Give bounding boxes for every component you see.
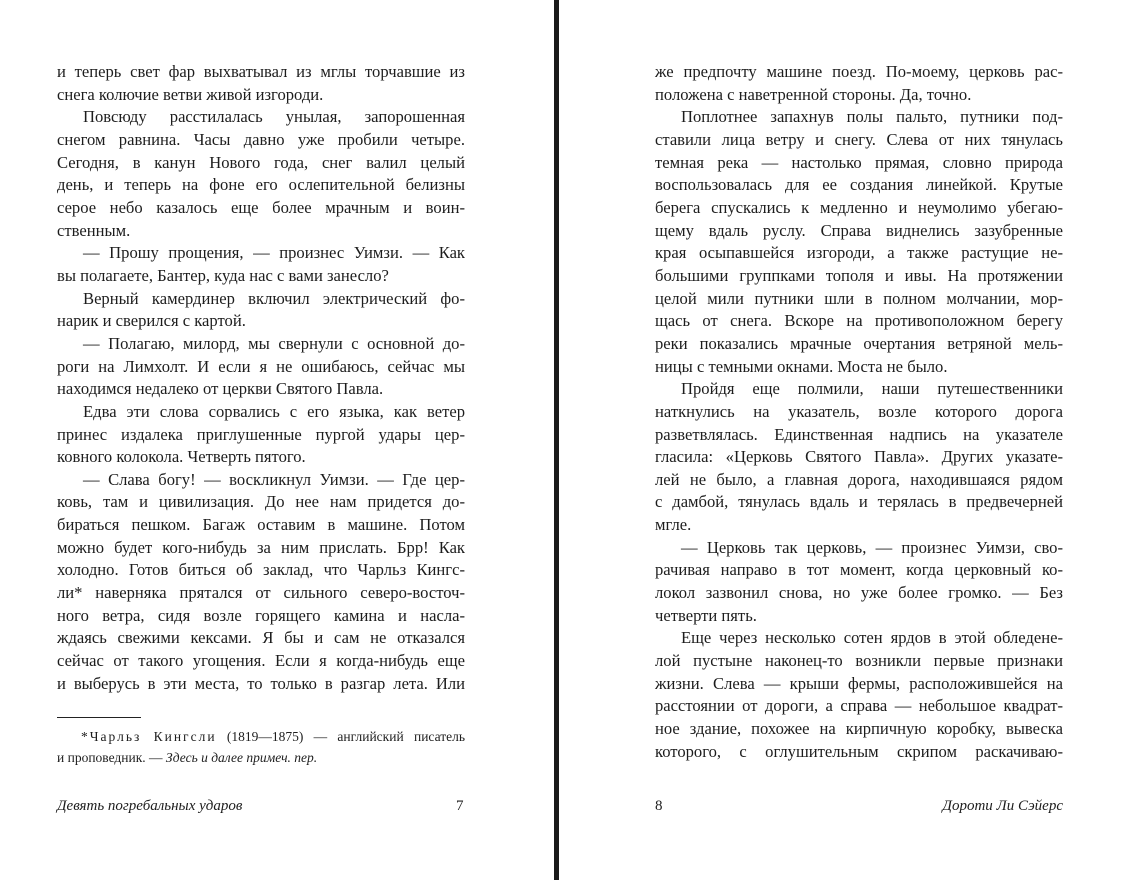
- text-line: четверти пять.: [655, 605, 757, 625]
- text-line: холодно. Готов биться об заклад, что Чарльз Кингс-: [57, 560, 465, 580]
- text-line: день, и теперь на фоне его ослепительной белизны: [57, 175, 465, 195]
- running-title-right: Дороти Ли Сэйерс: [942, 798, 1063, 814]
- footnote-note: Здесь и далее примеч. пер.: [165, 750, 318, 765]
- text-line: можно будет кого-нибудь за ним прислать. Брр! Как: [57, 537, 465, 557]
- text-line: разветвлялась. Единственная надпись на указателе: [655, 424, 1063, 444]
- text-line: реки показались мрачные очертания ветряной мель-: [655, 333, 1063, 353]
- text-line: наткнулись на указатель, возле которого дорога: [655, 401, 1063, 421]
- text-line: воспользовалась для ее создания линейкой. Крутые: [655, 175, 1063, 195]
- text-line: же предпочту машине поезд. По-моему, церковь рас-: [655, 62, 1063, 81]
- text-line: — Прошу прощения, — произнес Уимзи. — Как: [83, 243, 465, 263]
- running-title-left: Девять погребальных ударов: [57, 798, 243, 814]
- text-line: и выберусь в эти места, то только в разгар лета. Или: [57, 673, 465, 693]
- text-line: — Полагаю, милорд, мы свернули с основной до-: [83, 333, 465, 353]
- text-line: серое небо казалось еще более мрачным и воин-: [57, 197, 465, 217]
- text-line: положена с наветренной стороны. Да, точно.: [655, 84, 972, 104]
- page-number-right: 8: [655, 798, 663, 814]
- text-line: Едва эти слова сорвались с его языка, как ветер: [83, 401, 465, 421]
- text-line: ственным.: [57, 220, 131, 240]
- text-line: темная река — настолько прямая, словно природа: [655, 152, 1063, 172]
- text-line: ждаясь свежими кексами. Я бы и сам не отказался: [57, 628, 465, 648]
- text-line: расстоянии от дороги, а справа — небольшое квадрат-: [655, 696, 1063, 716]
- text-line: лой пустыне наконец-то возникли первые признаки: [655, 651, 1063, 671]
- text-line: жизни. Слева — крыши фермы, расположившейся на: [655, 673, 1063, 693]
- text-line: Пройдя еще полмили, наши путешественники: [681, 379, 1063, 399]
- text-line: ковного колокола. Четверть пятого.: [57, 447, 306, 467]
- text-line: берега спускались к медленно и неумолимо убегаю-: [655, 197, 1063, 217]
- text-line: ницы с темными окнами. Моста не было.: [655, 356, 948, 376]
- text-line: Повсюду расстилалась унылая, запорошенная: [83, 107, 465, 127]
- text-line: Сегодня, в канун Нового года, снег валил целый: [57, 152, 465, 172]
- text-line: Верный камердинер включил электрический фо-: [83, 288, 465, 308]
- footnote-name: *Чарльз Кингсли: [81, 729, 217, 744]
- text-line: роги на Лимхолт. И если я не ошибаюсь, сейчас мы: [57, 356, 465, 376]
- text-line: сейчас от такого угощения. Если я когда-нибудь еще: [57, 651, 465, 671]
- text-line: локол зазвонил снова, но уже более громко. — Без: [655, 583, 1063, 603]
- text-line: с дамбой, тянулась вдаль и терялась в предвечерней: [655, 492, 1063, 512]
- footnote-text: (1819—1875) — английский писатель: [216, 729, 466, 744]
- footnote-text-2: и проповедник. —: [57, 750, 166, 765]
- footnote-line-1: [57, 726, 465, 747]
- text-line: бираться пешком. Багаж оставим в машине. Потом: [57, 515, 465, 535]
- text-line: — Слава богу! — воскликнул Уимзи. — Где цер-: [83, 469, 465, 489]
- text-line: и теперь свет фар выхватывал из мглы торчавшие из: [57, 62, 465, 81]
- left-page-body: [57, 61, 465, 695]
- text-line: щась от снега. Вскоре на противоположном берегу: [655, 311, 1063, 331]
- text-line: снегом равнина. Часы давно уже пробили четыре.: [57, 129, 465, 149]
- right-page-body: [655, 61, 1063, 763]
- text-line: которого, с оглушительным скрипом раскачиваю-: [655, 741, 1063, 761]
- text-line: ного ветра, сидя возле горящего камина и насла-: [57, 605, 465, 625]
- text-line: нарик и сверился с картой.: [57, 311, 246, 331]
- text-line: ставили лица ветру и снегу. Слева от них тянулась: [655, 129, 1063, 149]
- text-line: гласила: «Церковь Святого Павла». Других указате-: [655, 447, 1063, 467]
- footnote-rule: [57, 717, 141, 718]
- text-line: принес издалека приглушенные пургой удары цер-: [57, 424, 465, 444]
- text-line: края осыпавшейся изгороди, а также растущие не-: [655, 243, 1063, 263]
- text-line: ное здание, похожее на кирпичную коробку, вывеска: [655, 719, 1063, 739]
- text-line: Еще через несколько сотен ярдов в этой обледене-: [681, 628, 1063, 648]
- text-line: мгле.: [655, 515, 692, 535]
- text-line: ли* наверняка прятался от сильного северо-восточ-: [57, 583, 465, 603]
- text-line: целой мили путники шли в полном молчании, мор-: [655, 288, 1063, 308]
- footnote: [57, 726, 465, 768]
- text-line: — Церковь так церковь, — произнес Уимзи, сво-: [681, 537, 1063, 557]
- text-line: вы полагаете, Бантер, куда нас с вами занесло?: [57, 265, 389, 285]
- text-line: щему вдаль руслу. Справа виднелись зазубренные: [655, 220, 1063, 240]
- text-line: Поплотнее запахнув полы пальто, путники под-: [681, 107, 1063, 127]
- text-line: ковь, там и цивилизация. До нее нам придется до-: [57, 492, 465, 512]
- text-line: лей не было, а главная дорога, находившаяся рядом: [655, 469, 1063, 489]
- text-line: рачивая направо в тот момент, когда церковный ко-: [655, 560, 1063, 580]
- footnote-line-2: [57, 747, 465, 768]
- book-spine-divider: [554, 0, 559, 880]
- text-line: снега колючие ветви живой изгороди.: [57, 84, 324, 104]
- text-line: находимся недалеко от церкви Святого Павла.: [57, 379, 384, 399]
- page-number-left: 7: [456, 798, 464, 814]
- text-line: большими группками тополя и ивы. На протяжении: [655, 265, 1063, 285]
